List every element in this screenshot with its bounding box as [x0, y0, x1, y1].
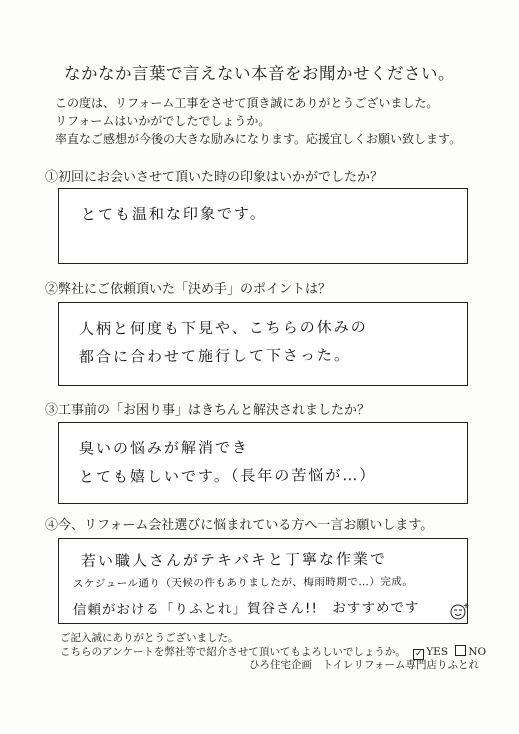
intro-line: リフォームはいかがでしたでしょうか。 — [55, 114, 271, 128]
no-checkbox[interactable] — [455, 645, 466, 656]
answer-2-line: 都合に合わせて施行して下さった。 — [78, 346, 352, 366]
question-4-label: ④今、リフォーム会社選びに悩まれている方へ一言お願いします。 — [45, 518, 434, 533]
answer-box-3 — [58, 422, 468, 504]
page-title: なかなか言葉で言えない本音をお聞かせください。 — [64, 64, 455, 83]
answer-2-line: 人柄と何度も下見や、こちらの休みの — [78, 317, 368, 339]
question-1-label: ①初回にお会いさせて頂いた時の印象はいかがでしたか？ — [45, 170, 384, 185]
company-name: ひろ住宅企画 トイレリフォーム専門店りふとれ — [249, 659, 479, 671]
answer-4-line: 信頼がおける「りふとれ」賀谷さん!! おすすめです — [72, 599, 420, 619]
answer-3-line: 臭いの悩みが解消でき — [78, 438, 250, 458]
consent-question: こちらのアンケートを弊社等で紹介させて頂いてもよろしいでしょうか。 — [60, 646, 406, 658]
intro-line: 率直なご感想が今後の大きな励みになります。応援宜しくお願い致します。 — [55, 132, 462, 146]
intro-line: この度は、リフォーム工事をさせて頂き誠にありがとうございました。 — [55, 96, 439, 110]
question-2-label: ②弊社にご依頼頂いた「決め手」のポイントは？ — [45, 282, 332, 297]
answer-box-2 — [58, 302, 468, 386]
answer-box-1 — [58, 188, 468, 264]
yes-checkbox[interactable]: ✓ — [414, 649, 423, 659]
answer-1-line: とても温和な印象です。 — [80, 204, 267, 224]
option-yes-label: YES — [426, 646, 449, 658]
question-3-label: ③工事前の「お困り事」はきちんと解決されましたか？ — [45, 403, 371, 418]
footer-thanks: ご記入誠にありがとうございました。 — [60, 632, 239, 644]
intro-text — [55, 94, 485, 148]
answer-box-4 — [58, 538, 468, 624]
smiley-doodle-icon — [448, 600, 470, 622]
answer-3-line: とても嬉しいです。（長年の苦悩が…） — [78, 465, 377, 487]
option-no-label: NO — [468, 646, 487, 658]
answer-4-line: スケジュール通り（天候の件もありましたが、梅雨時期で…）完成。 — [72, 575, 414, 591]
answer-4-line: 若い職人さんがテキパキと丁寧な作業で — [80, 549, 388, 571]
